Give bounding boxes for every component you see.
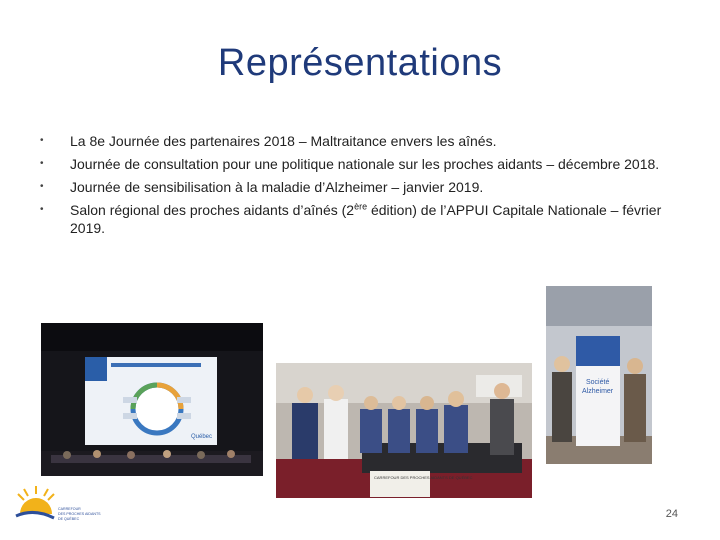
- bullet-superscript: ère: [354, 201, 368, 212]
- bullet-dot: •: [40, 135, 44, 146]
- bullet-text: Journée de sensibilisation à la maladie d’Alzheimer – janvier 2019.: [70, 179, 484, 195]
- logo-text-3: DE QUÉBEC: [58, 517, 80, 521]
- booth-group-photo-art: [276, 363, 532, 498]
- logo-text-2: DES PROCHES AIDANTS: [58, 512, 101, 516]
- alzheimer-banner-photo-art: [546, 286, 652, 464]
- organization-logo: [14, 480, 101, 528]
- bullet-dot: •: [40, 204, 44, 215]
- bullet-text: Journée de consultation pour une politique nationale sur les proches aidants – décembre 2018.: [70, 156, 660, 172]
- slide-title: Représentations: [217, 42, 503, 84]
- bullet-text: La 8e Journée des partenaires 2018 – Maltraitance envers les aînés.: [70, 133, 497, 149]
- bullet-item: [40, 201, 670, 237]
- bullet-dot: •: [40, 158, 44, 169]
- bullet-item: [40, 155, 670, 173]
- logo-text-1: CARREFOUR: [58, 507, 81, 511]
- bullet-item: [40, 178, 670, 196]
- booth-group-photo: [276, 363, 532, 498]
- banner-line-2: Alzheimer: [582, 388, 614, 395]
- bullet-text-end: édition) de l’APPUI Capitale Nationale – février 2019.: [70, 202, 662, 236]
- bullet-dot: •: [40, 181, 44, 192]
- bullet-list: [40, 132, 670, 242]
- bullet-item: [40, 132, 670, 150]
- alzheimer-banner-photo: [546, 286, 652, 464]
- booth-sign-text: CARREFOUR DES PROCHES AIDANTS DE QUÉBEC: [374, 475, 473, 480]
- conference-photo-art: [41, 323, 263, 476]
- sun-logo-icon: [14, 480, 101, 528]
- bullet-text-start: Salon régional des proches aidants d’aînés (2: [70, 202, 355, 218]
- page-number: 24: [665, 508, 678, 520]
- banner-line-1: Société: [586, 379, 610, 386]
- conference-photo: [41, 323, 263, 476]
- screen-caption: Québec: [191, 434, 213, 440]
